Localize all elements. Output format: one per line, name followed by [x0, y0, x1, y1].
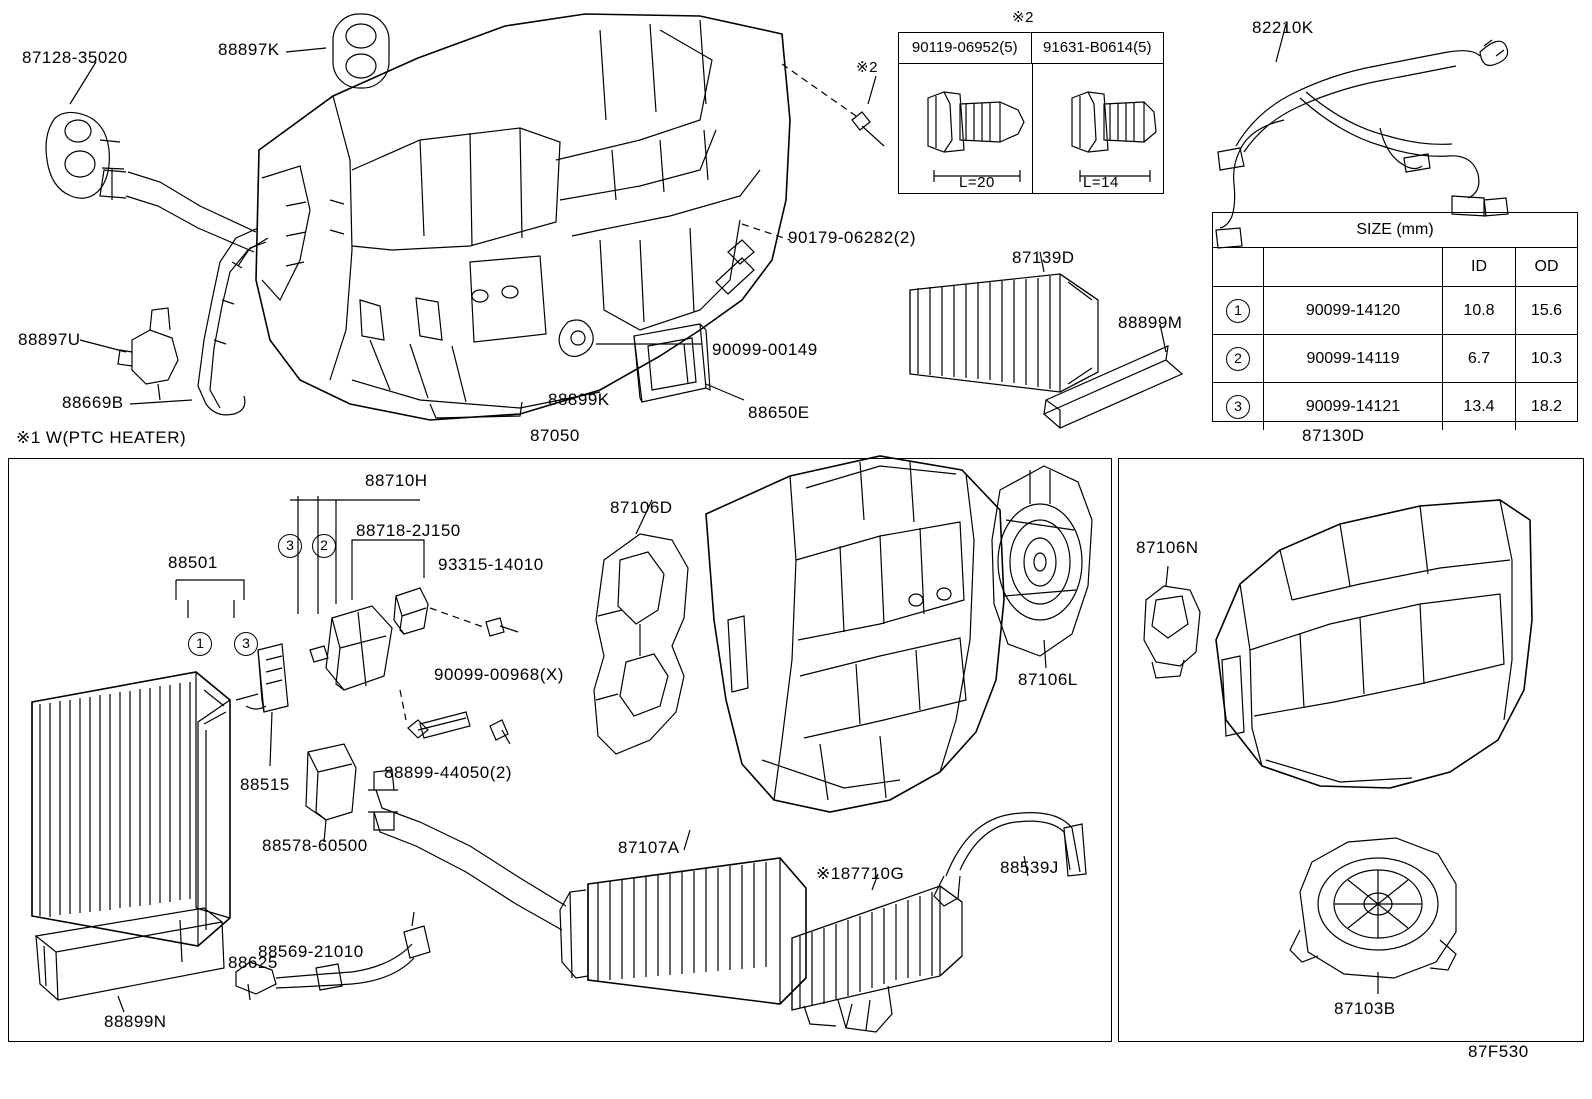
size-table-title: SIZE (mm) [1213, 213, 1577, 248]
size-table-header [1213, 248, 1577, 287]
size-header-blank2 [1264, 248, 1443, 287]
label-87107A: 87107A [618, 838, 680, 857]
label-87130D: 87130D [1302, 426, 1365, 445]
part-87050-heater-unit [100, 14, 790, 420]
label-87106N: 87106N [1136, 538, 1199, 557]
label-88669B: 88669B [62, 393, 124, 412]
label-87103B: 87103B [1334, 999, 1396, 1018]
label-88569-21010: 88569-21010 [258, 942, 364, 961]
fastener-90099-00149 [559, 320, 702, 357]
size-row-part: 90099-14120 [1264, 287, 1443, 335]
leader-lines-topleft [70, 48, 326, 404]
label-90179-06282: 90179-06282(2) [788, 228, 916, 247]
label-88897K: 88897K [218, 40, 280, 59]
label-87106L: 87106L [1018, 670, 1078, 689]
callout-circle-2a: 2 [312, 534, 336, 558]
label-88710H: 88710H [365, 471, 428, 490]
label-87050: 87050 [530, 426, 580, 445]
size-row-id: 6.7 [1443, 335, 1516, 383]
blower-group-box [1118, 458, 1584, 1042]
note-ptc-heater: ※1 W(PTC HEATER) [16, 428, 187, 447]
label-87128-35020: 87128-35020 [22, 48, 128, 67]
fastener-90179-06282 [716, 64, 884, 294]
label-88515: 88515 [240, 775, 290, 794]
label-93315-14010: 93315-14010 [438, 555, 544, 574]
fastener-table [898, 32, 1164, 194]
size-row-id: 13.4 [1443, 383, 1516, 431]
label-88899M: 88899M [1118, 313, 1183, 332]
size-row-id: 10.8 [1443, 287, 1516, 335]
label-88578-60500: 88578-60500 [262, 836, 368, 855]
callout-circle-3a: 3 [278, 534, 302, 558]
size-table [1212, 212, 1578, 422]
size-row-num: 3 [1226, 395, 1250, 419]
label-88899N: 88899N [104, 1012, 167, 1031]
label-88897U: 88897U [18, 330, 81, 349]
lower-group-box [8, 458, 1112, 1042]
part-88899M-seal [1044, 324, 1182, 428]
size-header-od: OD [1516, 248, 1578, 287]
callout-circle-1b: 1 [188, 632, 212, 656]
fastener-table-divider [1032, 64, 1033, 194]
fastener-col-1: 90119-06952(5) [899, 33, 1032, 63]
size-row-num: 1 [1226, 299, 1250, 323]
label-88899-44050: 88899-44050(2) [384, 763, 512, 782]
size-row-od: 10.3 [1516, 335, 1578, 383]
label-88650E: 88650E [748, 403, 810, 422]
label-88539J: 88539J [1000, 858, 1059, 877]
label-88718-2J150: 88718-2J150 [356, 521, 461, 540]
size-header-id: ID [1443, 248, 1516, 287]
fastener-len-2: L=14 [1083, 174, 1119, 191]
label-82210K: 82210K [1252, 18, 1314, 37]
size-table-row [1213, 335, 1577, 383]
size-header-blank1 [1213, 248, 1264, 287]
part-88650E [634, 324, 744, 402]
label-88501: 88501 [168, 553, 218, 572]
callout-circle-3b: 3 [234, 632, 258, 656]
size-row-part: 90099-14121 [1264, 383, 1443, 431]
label-90099-00149: 90099-00149 [712, 340, 818, 359]
label-87710G: ※187710G [816, 864, 905, 883]
label-88625: 88625 [228, 953, 278, 972]
footer-code: 87F530 [1468, 1042, 1529, 1061]
size-row-od: 15.6 [1516, 287, 1578, 335]
part-88897K [333, 14, 389, 88]
fastener-len-1: L=20 [959, 174, 995, 191]
size-row-num: 2 [1226, 347, 1250, 371]
label-90099-00968: 90099-00968(X) [434, 665, 564, 684]
size-row-part: 90099-14119 [1264, 335, 1443, 383]
size-table-grid [1213, 248, 1577, 430]
size-row-od: 18.2 [1530, 397, 1563, 415]
note-star2-bolt: ※2 [856, 59, 878, 76]
label-88899K: 88899K [548, 390, 610, 409]
part-87139D-filter [910, 252, 1098, 392]
size-table-row [1213, 287, 1577, 335]
size-table-row [1213, 383, 1577, 431]
note-star2-top: ※2 [1012, 9, 1034, 26]
label-87106D: 87106D [610, 498, 673, 517]
label-87139D: 87139D [1012, 248, 1075, 267]
fastener-col-2: 91631-B0614(5) [1043, 39, 1152, 56]
